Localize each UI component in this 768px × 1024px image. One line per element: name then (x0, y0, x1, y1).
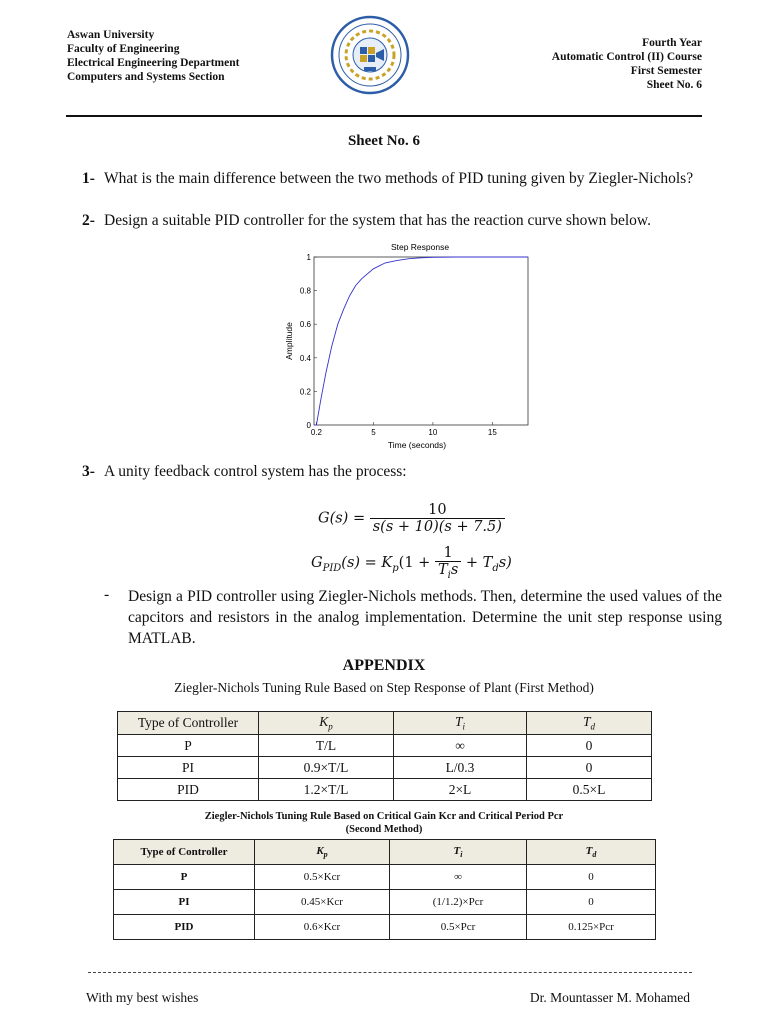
eq2-end: s) (498, 554, 512, 571)
question-2 (82, 210, 722, 231)
step-response-chart (280, 238, 540, 453)
y-tick-label: 0.6 (299, 320, 311, 330)
table1-cell: 0 (527, 735, 652, 757)
table1-title: Ziegler-Nichols Tuning Rule Based on Step Response of Plant (First Method) (174, 680, 594, 695)
chart-title: Step Response (390, 242, 450, 252)
question-2-number: 2- (82, 212, 95, 229)
y-tick-label: 0.2 (299, 387, 311, 397)
course-name: Automatic Control (II) Course (551, 51, 702, 63)
table2-cell: ∞ (390, 865, 527, 890)
table2-title-line-2: (Second Method) (345, 824, 423, 835)
y-tick-label: 0.4 (299, 353, 311, 363)
question-3 (82, 461, 722, 482)
task-bullet-mark: - (104, 586, 110, 603)
table2-header-ti: $T_i$ (390, 840, 527, 865)
eq2-frac-num: 1 (443, 545, 453, 561)
eq2-mid: (s) = K (341, 554, 393, 571)
university-logo-icon (330, 15, 410, 95)
table1-cell: L/0.3 (394, 757, 527, 779)
eq2-fraction (435, 545, 461, 581)
plant-transfer-function (318, 502, 505, 535)
question-3-number: 3- (82, 463, 95, 480)
table2-title-line-1: Ziegler-Nichols Tuning Rule Based on Critical Gain Kcr and Critical Period Pcr (204, 811, 564, 822)
table2-header-kp: $K_p$ (255, 840, 390, 865)
table-row (114, 890, 656, 915)
step-response-line (314, 257, 528, 425)
eq2-frac-den-s: s (450, 562, 459, 578)
eq1-fraction (370, 502, 505, 535)
table2-cell: PID (114, 915, 255, 940)
table-row (114, 915, 656, 940)
question-1-number: 1- (82, 170, 95, 187)
footer-author: Dr. Mountasser M. Mohamed (529, 990, 690, 1005)
table1-header-ti: $T_i$ (394, 712, 527, 735)
table2-header-row (114, 840, 656, 865)
table2-cell: 0.45×Kcr (255, 890, 390, 915)
question-1 (82, 168, 722, 189)
table2-cell: 0 (527, 890, 656, 915)
table1-cell: 0.5×L (527, 779, 652, 801)
eq2-k-sub: p (392, 562, 399, 574)
chart-ylabel: Amplitude (284, 322, 294, 360)
x-tick-label: 5 (371, 428, 376, 437)
footer-divider (88, 972, 692, 973)
university-name: Aswan University (67, 29, 155, 41)
x-tick-label: 15 (487, 428, 497, 437)
y-tick-label: 0.8 (299, 286, 311, 296)
y-tick-label: 1 (306, 253, 311, 262)
task-bullet-text: Design a PID controller using Ziegler-Nichols methods. Then, determine the used values of the capcitors and resistors in the analog implementation. Determine the unit step response using MATLAB. (128, 588, 722, 647)
x-tick-label: 0.2 (310, 428, 322, 437)
section-name: Computers and Systems Section (67, 71, 225, 83)
table2-cell: 0.6×Kcr (255, 915, 390, 940)
eq1-denominator: s(s + 10)(s + 7.5) (370, 518, 505, 535)
chart-xlabel: Time (seconds) (387, 440, 447, 450)
question-1-text: What is the main difference between the two methods of PID tuning given by Ziegler-Nichols? (104, 170, 694, 187)
table1-header-kp: $K_p$ (259, 712, 394, 735)
table1-cell: 1.2×T/L (259, 779, 394, 801)
table2-cell: 0.5×Kcr (255, 865, 390, 890)
table1-cell: T/L (259, 735, 394, 757)
table2-title (0, 810, 768, 836)
table2-cell: 0.5×Pcr (390, 915, 527, 940)
eq2-td-sub: d (492, 562, 499, 574)
second-method-table (113, 839, 656, 940)
table1-cell: P (118, 735, 259, 757)
department-name: Electrical Engineering Department (67, 57, 240, 69)
faculty-name: Faculty of Engineering (67, 43, 180, 55)
table-row (118, 735, 652, 757)
table1-cell: PI (118, 757, 259, 779)
table-row (114, 865, 656, 890)
sheet-number: Sheet No. 6 (646, 79, 702, 91)
table1-header-type: Type of Controller (118, 712, 259, 735)
page-title: Sheet No. 6 (347, 133, 421, 149)
table2-header-type: Type of Controller (114, 840, 255, 865)
question-2-text: Design a suitable PID controller for the system that has the reaction curve shown below. (104, 212, 651, 229)
pid-transfer-function (311, 545, 512, 581)
eq2-plus-td: + T (465, 554, 493, 571)
table-row (118, 779, 652, 801)
eq2-g: G (311, 554, 323, 571)
footer-wishes: With my best wishes (86, 990, 199, 1005)
table1-cell: PID (118, 779, 259, 801)
table-row (118, 757, 652, 779)
x-tick-label: 10 (428, 428, 438, 437)
first-method-table (117, 711, 652, 801)
table1-cell: 0.9×T/L (259, 757, 394, 779)
table2-header-td: $T_d$ (527, 840, 656, 865)
eq2-g-sub: PID (322, 562, 342, 574)
table2-cell: 0.125×Pcr (527, 915, 656, 940)
axis-ticks (300, 253, 497, 437)
eq2-frac-den (435, 561, 461, 581)
table2-cell: 0 (527, 865, 656, 890)
table1-header-row (118, 712, 652, 735)
y-tick-label: 0 (306, 421, 311, 430)
table1-header-td: $T_d$ (527, 712, 652, 735)
header-right (552, 36, 702, 92)
eq1-numerator: 10 (428, 502, 447, 518)
header-left (67, 28, 239, 84)
eq2-open: (1 + (398, 554, 431, 571)
eq2-frac-den-sub: i (447, 569, 451, 581)
table2-cell: (1/1.2)×Pcr (390, 890, 527, 915)
question-3-text: A unity feedback control system has the process: (104, 463, 407, 480)
plot-frame (314, 257, 528, 425)
table1-cell: 0 (527, 757, 652, 779)
appendix-title: APPENDIX (342, 657, 426, 674)
table2-cell: P (114, 865, 255, 890)
semester-label: First Semester (630, 65, 702, 77)
header-divider (66, 115, 702, 117)
table1-cell: ∞ (394, 735, 527, 757)
eq1-lhs: G(s) = (318, 510, 366, 527)
eq2-frac-den-t: T (437, 562, 448, 578)
year-label: Fourth Year (642, 37, 702, 49)
table1-cell: 2×L (394, 779, 527, 801)
table2-cell: PI (114, 890, 255, 915)
